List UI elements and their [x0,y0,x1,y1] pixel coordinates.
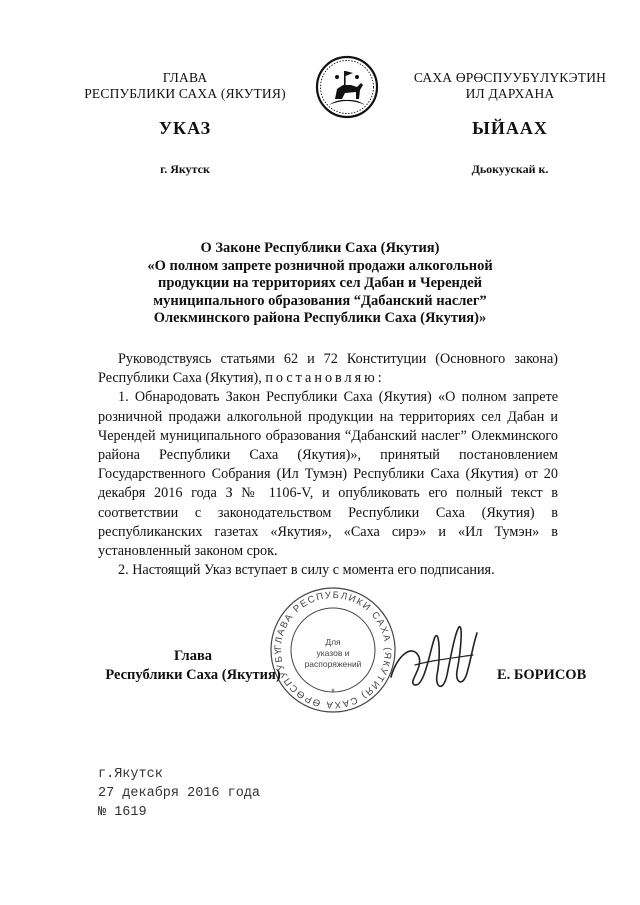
document-body [98,350,558,580]
doc-type-left: УКАЗ [158,118,212,138]
header-right [385,70,635,102]
title-line: продукции на территориях сел Дабан и Черендей [157,275,483,291]
signature-position-line1: Глава [173,648,213,664]
stamp-center-line: Для [325,637,341,647]
stamp-ring-text: ГЛАВА РЕСПУБЛИКИ САХА (ЯКУТИЯ) САХА ӨРӨСПУУБҮ [272,589,394,711]
svg-text:*: * [331,687,335,697]
intro-spaced: постановляю: [265,370,385,387]
intro-paragraph [98,350,558,388]
title-line: муниципального образования “Дабанский наслег” [153,292,487,309]
handwritten-signature [385,615,485,705]
header-left [60,70,310,102]
city-left: г. Якутск [160,162,210,176]
signature-position [98,647,288,685]
registration-city: г.Якутск [98,767,163,782]
header-left-line2: РЕСПУБЛИКИ САХА (ЯКУТИЯ) [84,86,286,101]
item-1: 1. Обнародовать Закон Республики Саха (Якутия) «О полном запрете розничной продажи алкогольной продукции на территориях сел Дабан и Черендей муниципального образования “Дабанский наслег” Олекминского района Республики Саха (Якутия)», принятый постановлением Государственного Собрания (Ил Тумэн) Республики Саха (Якутия) от 20 декабря 2016 года З № 1106-V, и опубликовать его полный текст в соответствии с законодательством Республики Саха (Якутия) в республиканских газетах «Якутия», «Саха сирэ» и «Ил Тумэн» в установленный законом срок. [98,389,558,560]
header-right-line2: ИЛ ДАРХАНА [465,86,555,101]
signatory-name: Е. БОРИСОВ [497,667,587,683]
header-left-line1: ГЛАВА [162,70,208,85]
doc-type-right: ЫЙААХ [472,118,548,138]
city-right: Дьокуускай к. [471,162,549,176]
registration-block [98,765,260,822]
title-line: О Законе Республики Саха (Якутия) [200,240,440,256]
intro-text: Руководствуясь статьями 62 и 72 Конституции (Основного закона) Республики Саха (Якутия), [98,351,558,387]
stamp-center-line: распоряжений [304,659,362,669]
document-title [90,240,550,328]
signature-position-line2: Республики Саха (Якутия) [105,667,281,683]
registration-number: № 1619 [98,805,147,820]
stamp-center-line: указов и [316,648,350,658]
title-line: Олекминского района Республики Саха (Якутия)» [153,310,487,326]
emblem-icon [315,55,379,119]
header-right-line1: САХА ӨРӨСПУУБҮЛҮКЭТИН [413,70,607,85]
registration-date: 27 декабря 2016 года [98,786,261,801]
title-line: «О полном запрете розничной продажи алкогольной [147,257,493,274]
item-2: 2. Настоящий Указ вступает в силу с момента его подписания. [118,562,495,579]
